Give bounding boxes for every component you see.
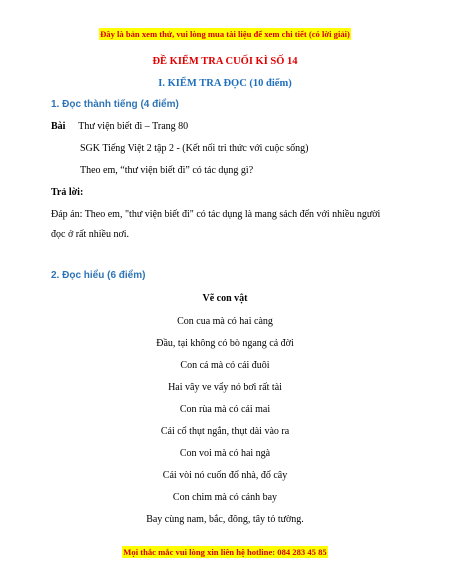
section-title: I. KIỂM TRA ĐỌC (10 điểm)	[158, 78, 292, 89]
poem-title: Vẽ con vật	[202, 293, 248, 304]
poem-line: Con cá mà có cái đuôi	[180, 360, 270, 371]
lesson-title: Thư viện biết đi – Trang 80	[78, 121, 189, 132]
preview-notice-text: Đây là bản xem thử, vui lòng mua tài liệu để xem chi tiết (có lời giải)	[100, 29, 350, 39]
poem-line: Bay cùng nam, bắc, đông, tây tỏ tường.	[146, 514, 304, 525]
lesson-label: Bài	[51, 121, 66, 132]
poem-line: Con cua mà có hai càng	[177, 316, 273, 327]
reading-question: Theo em, “thư viện biết đi” có tác dụng gì?	[80, 165, 254, 176]
poem-line: Cái vòi nó cuốn đổ nhà, đổ cây	[162, 470, 288, 481]
answer-label: Trả lời:	[51, 187, 84, 198]
poem-line: Đầu, tại không có bò ngang cả đời	[156, 338, 294, 349]
poem-line: Hai vây ve vẩy nó bơi rất tài	[168, 382, 282, 393]
preview-notice-banner	[0, 29, 450, 39]
part1-heading: 1. Đọc thành tiếng (4 điểm)	[51, 99, 179, 110]
answer-line-1: Đáp án: Theo em, "thư viện biết đi" có tác dụng là mang sách đến với nhiều người	[51, 209, 381, 220]
poem-line: Con chim mà có cánh bay	[172, 492, 278, 503]
answer-line-2: đọc ở rất nhiều nơi.	[51, 229, 130, 240]
exam-title: ĐỀ KIỂM TRA CUỐI KÌ SỐ 14	[152, 56, 298, 67]
poem-line: Con rùa mà có cái mai	[179, 404, 271, 415]
textbook-reference: SGK Tiếng Việt 2 tập 2 - (Kết nối tri thức với cuộc sống)	[80, 143, 309, 154]
lesson-line	[51, 121, 188, 132]
hotline-banner	[0, 547, 450, 557]
hotline-text: Mọi thắc mắc vui lòng xin liên hệ hotline: 084 283 45 85	[123, 547, 327, 557]
poem-line: Con voi mà có hai ngà	[179, 448, 271, 459]
poem-line: Cái cổ thụt ngắn, thụt dài vào ra	[160, 426, 290, 437]
part2-heading: 2. Đọc hiểu (6 điểm)	[51, 270, 146, 281]
